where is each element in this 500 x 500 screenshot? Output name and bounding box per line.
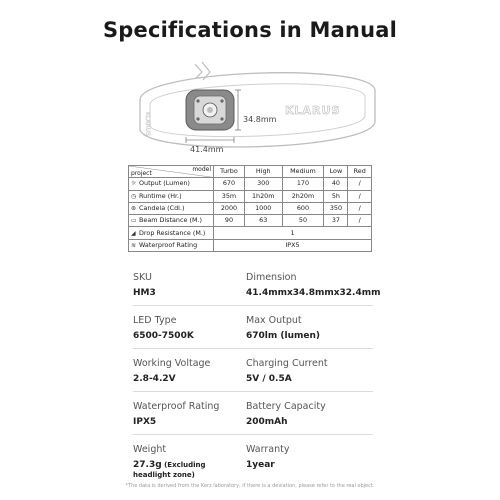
- property-value: HM3: [133, 288, 156, 298]
- table-cell: /: [348, 178, 372, 190]
- property-dimension: [246, 272, 381, 299]
- table-cell: 300: [244, 178, 282, 190]
- property-value: [133, 460, 206, 471]
- property-label: SKU: [133, 272, 152, 283]
- table-cell: 90: [214, 215, 245, 227]
- clock-icon: ◷: [131, 192, 137, 200]
- table-cell: 1h20m: [244, 190, 282, 202]
- property-value: 200mAh: [246, 417, 288, 427]
- column-header: Medium: [282, 166, 324, 178]
- property-value: 670lm (lumen): [246, 331, 320, 341]
- property-row: [133, 263, 381, 306]
- page-title: Specifications in Manual: [102, 18, 398, 42]
- row-label: [129, 215, 214, 227]
- table-cell: 670: [214, 178, 245, 190]
- column-header: High: [244, 166, 282, 178]
- table-cell: 40: [324, 178, 348, 190]
- row-label-text: Waterproof Rating: [139, 240, 198, 249]
- property-value: 2.8-4.2V: [133, 374, 176, 384]
- table-cell: 37: [324, 215, 348, 227]
- row-label: [129, 239, 214, 251]
- table-row: [129, 178, 372, 190]
- property-battery-capacity: [246, 401, 326, 428]
- table-cell: 1000: [244, 202, 282, 214]
- weight-value: 27.3g: [133, 460, 162, 470]
- footnote: *The data is derived from the Kerz laboratory, if there is a deviation, please refer to the real object.: [125, 483, 375, 489]
- beam-icon: ▭: [131, 217, 137, 225]
- merged-cell: IPX5: [214, 239, 372, 251]
- table-row: [129, 202, 372, 214]
- weight-note-continued: headlight zone): [133, 471, 195, 479]
- table-cell: /: [348, 202, 372, 214]
- table-cell: 63: [244, 215, 282, 227]
- property-working-voltage: [133, 358, 210, 385]
- row-label: [129, 190, 214, 202]
- table-row: [129, 227, 372, 239]
- row-label: [129, 227, 214, 239]
- property-label: Charging Current: [246, 358, 328, 369]
- width-dimension-label: 41.4mm: [190, 145, 224, 154]
- property-value: 6500-7500K: [133, 331, 194, 341]
- drop-icon: ◢: [131, 229, 136, 237]
- corner-cell: [129, 166, 214, 178]
- property-label: Warranty: [246, 444, 290, 455]
- table-cell: 600: [282, 202, 324, 214]
- property-value: IPX5: [133, 417, 157, 427]
- table-cell: 170: [282, 178, 324, 190]
- property-value: 5V / 0.5A: [246, 374, 292, 384]
- waterproof-icon: ≋: [131, 241, 137, 249]
- brand-logo: KLARUS: [285, 104, 341, 117]
- property-value: 41.4mmx34.8mmx32.4mm: [246, 288, 381, 298]
- row-label-text: Runtime (Hr.): [139, 191, 182, 200]
- brightness-icon: ☼: [131, 180, 137, 188]
- row-label-text: Beam Distance (M.): [139, 216, 202, 225]
- table-row: [129, 239, 372, 251]
- weight-note: (Excluding: [161, 461, 206, 469]
- headlamp-drawing: [120, 52, 390, 162]
- spec-table: [128, 165, 372, 252]
- table-cell: 2h20m: [282, 190, 324, 202]
- row-label-text: Output (Lumen): [139, 179, 190, 188]
- property-label: LED Type: [133, 315, 177, 326]
- properties-list: [133, 263, 381, 487]
- brand-logo-side: KLARUS: [144, 112, 151, 136]
- column-header: Turbo: [214, 166, 245, 178]
- table-cell: 50: [282, 215, 324, 227]
- spec-table-header: [129, 166, 372, 178]
- table-cell: 350: [324, 202, 348, 214]
- property-waterproof-rating: [133, 401, 219, 428]
- table-row: [129, 215, 372, 227]
- property-row: [133, 435, 373, 487]
- property-max-output: [246, 315, 320, 342]
- property-label: Weight: [133, 444, 167, 455]
- row-label-text: Drop Resistance (M.): [139, 228, 206, 237]
- merged-cell: 1: [214, 227, 372, 239]
- table-row: [129, 190, 372, 202]
- property-value: 1year: [246, 460, 275, 470]
- property-charging-current: [246, 358, 328, 385]
- property-row: [133, 306, 373, 349]
- table-cell: 35m: [214, 190, 245, 202]
- property-label: Max Output: [246, 315, 302, 326]
- row-label: [129, 178, 214, 190]
- candela-icon: ⊛: [131, 205, 137, 213]
- property-row: [133, 392, 373, 435]
- property-row: [133, 349, 373, 392]
- column-header: Red: [348, 166, 372, 178]
- row-label-text: Candela (Cdl.): [139, 204, 185, 213]
- property-label: Working Voltage: [133, 358, 211, 369]
- table-cell: /: [348, 215, 372, 227]
- property-label: Dimension: [246, 272, 297, 283]
- height-dimension-label: 34.8mm: [243, 115, 277, 124]
- row-label: [129, 202, 214, 214]
- table-cell: /: [348, 190, 372, 202]
- corner-project-label: project: [131, 170, 152, 178]
- table-cell: 5h: [324, 190, 348, 202]
- column-header: Low: [324, 166, 348, 178]
- headlamp-illustration: [120, 52, 390, 162]
- property-label: Waterproof Rating: [133, 401, 220, 412]
- property-sku: [133, 272, 156, 299]
- property-led-type: [133, 315, 194, 342]
- property-warranty: [246, 444, 289, 471]
- table-cell: 2000: [214, 202, 245, 214]
- property-label: Battery Capacity: [246, 401, 326, 412]
- corner-model-label: model: [192, 166, 211, 173]
- property-weight: [133, 444, 206, 479]
